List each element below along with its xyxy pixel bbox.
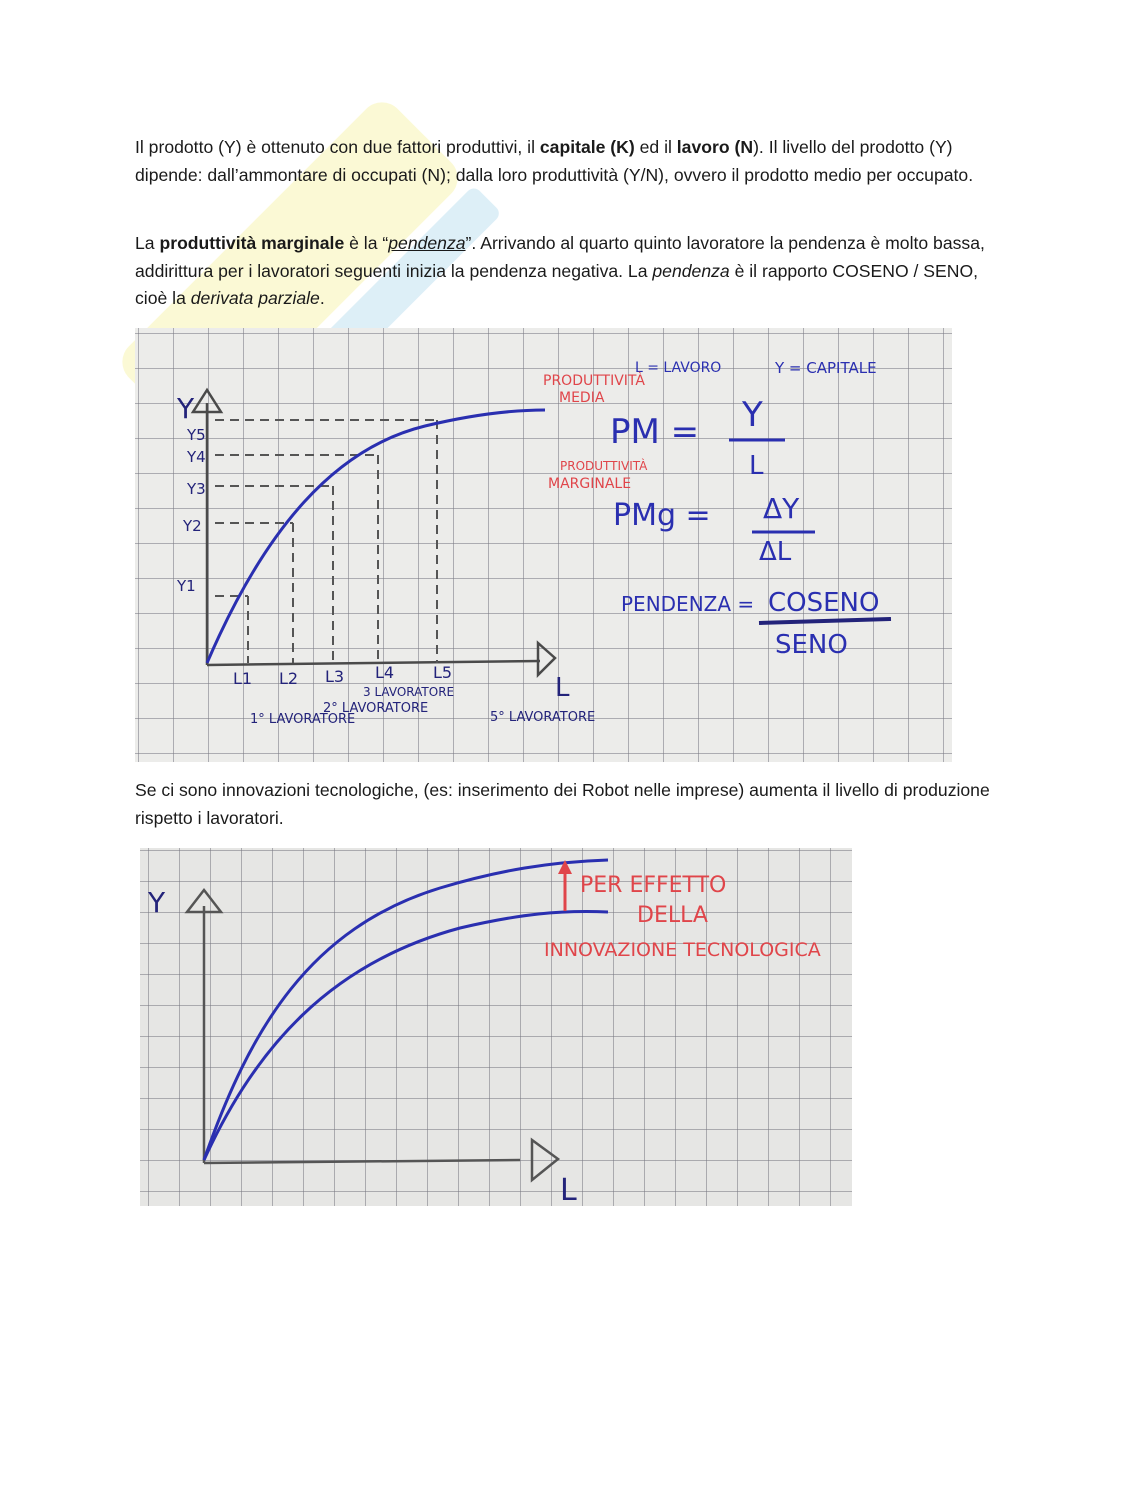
production-function-photo [135,328,952,762]
worker-label-3: 3 LAVORATORE [363,685,455,699]
worker-label-5: 5° LAVORATORE [490,710,596,725]
text-span: ”. Arrivando al quarto quinto lavoratore la pendenza è molto bassa, addirittura per i lavoratori seguenti inizia la pendenza negativa. La [135,233,985,281]
paragraph-production-factors [135,134,1015,189]
worker-label-2: 2° LAVORATORE [323,701,429,716]
text-span: Se ci sono innovazioni tecnologiche, (es: inserimento dei Robot nelle imprese) aumenta il livello di produzione rispetto i lavoratori. [135,780,990,828]
marg-formula-left: PMg = [613,498,711,533]
dashed-guides [215,420,437,663]
text-span: ed il [634,137,677,157]
y-tick-2: Y2 [183,517,202,535]
y-tick-3: Y3 [187,480,206,498]
avg-productivity-label-2: MEDIA [559,390,605,406]
slope-num: COSENO [768,588,880,618]
legend-capital: Y = CAPITALE [775,359,877,377]
marg-formula-den: ΔL [759,537,792,567]
y-tick-1: Y1 [177,577,196,595]
y-tick-4: Y4 [187,448,206,466]
text-span: capitale (K) [539,137,635,157]
avg-productivity-label-1: PRODUTTIVITÀ [543,373,645,389]
innovation-note-1: PER EFFETTO [580,873,727,898]
paragraph-marginal-productivity [135,230,1015,313]
slope-fraction-bar [759,619,891,623]
innovation-note-3: INNOVAZIONE TECNOLOGICA [544,939,821,961]
text-span: Il prodotto (Y) è ottenuto con due fattori produttivi, il [135,137,540,157]
innovation-shift-photo [140,848,852,1206]
avg-formula-left: PM = [610,412,700,452]
text-span: derivata parziale [190,288,320,308]
x-tick-5: L5 [433,663,453,682]
slope-label: PENDENZA = [621,592,755,616]
marg-formula-num: ΔY [763,492,800,525]
x-tick-1: L1 [233,669,253,688]
text-span: ). Il livello del prodotto (Y) dipende: dall’ammontare di occupati (N); dalla loro produttività (Y/N), ovvero il prodotto medio per occupato. [135,137,974,185]
y-axis-label: Y [148,886,166,919]
x-tick-3: L3 [325,667,345,686]
text-span: è il rapporto COSENO / SENO, cioè la [135,260,979,308]
marg-productivity-label-2: MARGINALE [548,476,632,492]
y-axis-label: Y [177,392,195,425]
worker-label-1: 1° LAVORATORE [250,712,356,727]
text-span: La [135,233,160,253]
curve-upper [204,860,608,1160]
y-tick-5: Y5 [187,426,206,444]
paragraph-technological-innovation [135,777,1015,832]
text-span: è la “ [344,233,389,253]
marg-productivity-label-1: PRODUTTIVITÀ [560,459,648,473]
text-span: produttività marginale [159,233,345,253]
text-span: pendenza [652,260,730,281]
avg-formula-num: Y [742,395,763,435]
x-axis-label: L [555,673,570,703]
axes [187,890,558,1180]
x-tick-4: L4 [375,663,395,682]
production-curve [207,410,545,663]
x-axis-label: L [560,1173,577,1206]
avg-formula-den: L [749,451,764,481]
text-span: lavoro (N [676,137,754,157]
text-span: . [319,288,325,308]
innovation-note-2: DELLA [637,903,708,928]
text-span: pendenza [388,233,466,253]
x-tick-2: L2 [279,669,299,688]
legend-labor: L = LAVORO [635,360,722,376]
slope-den: SENO [775,630,848,660]
